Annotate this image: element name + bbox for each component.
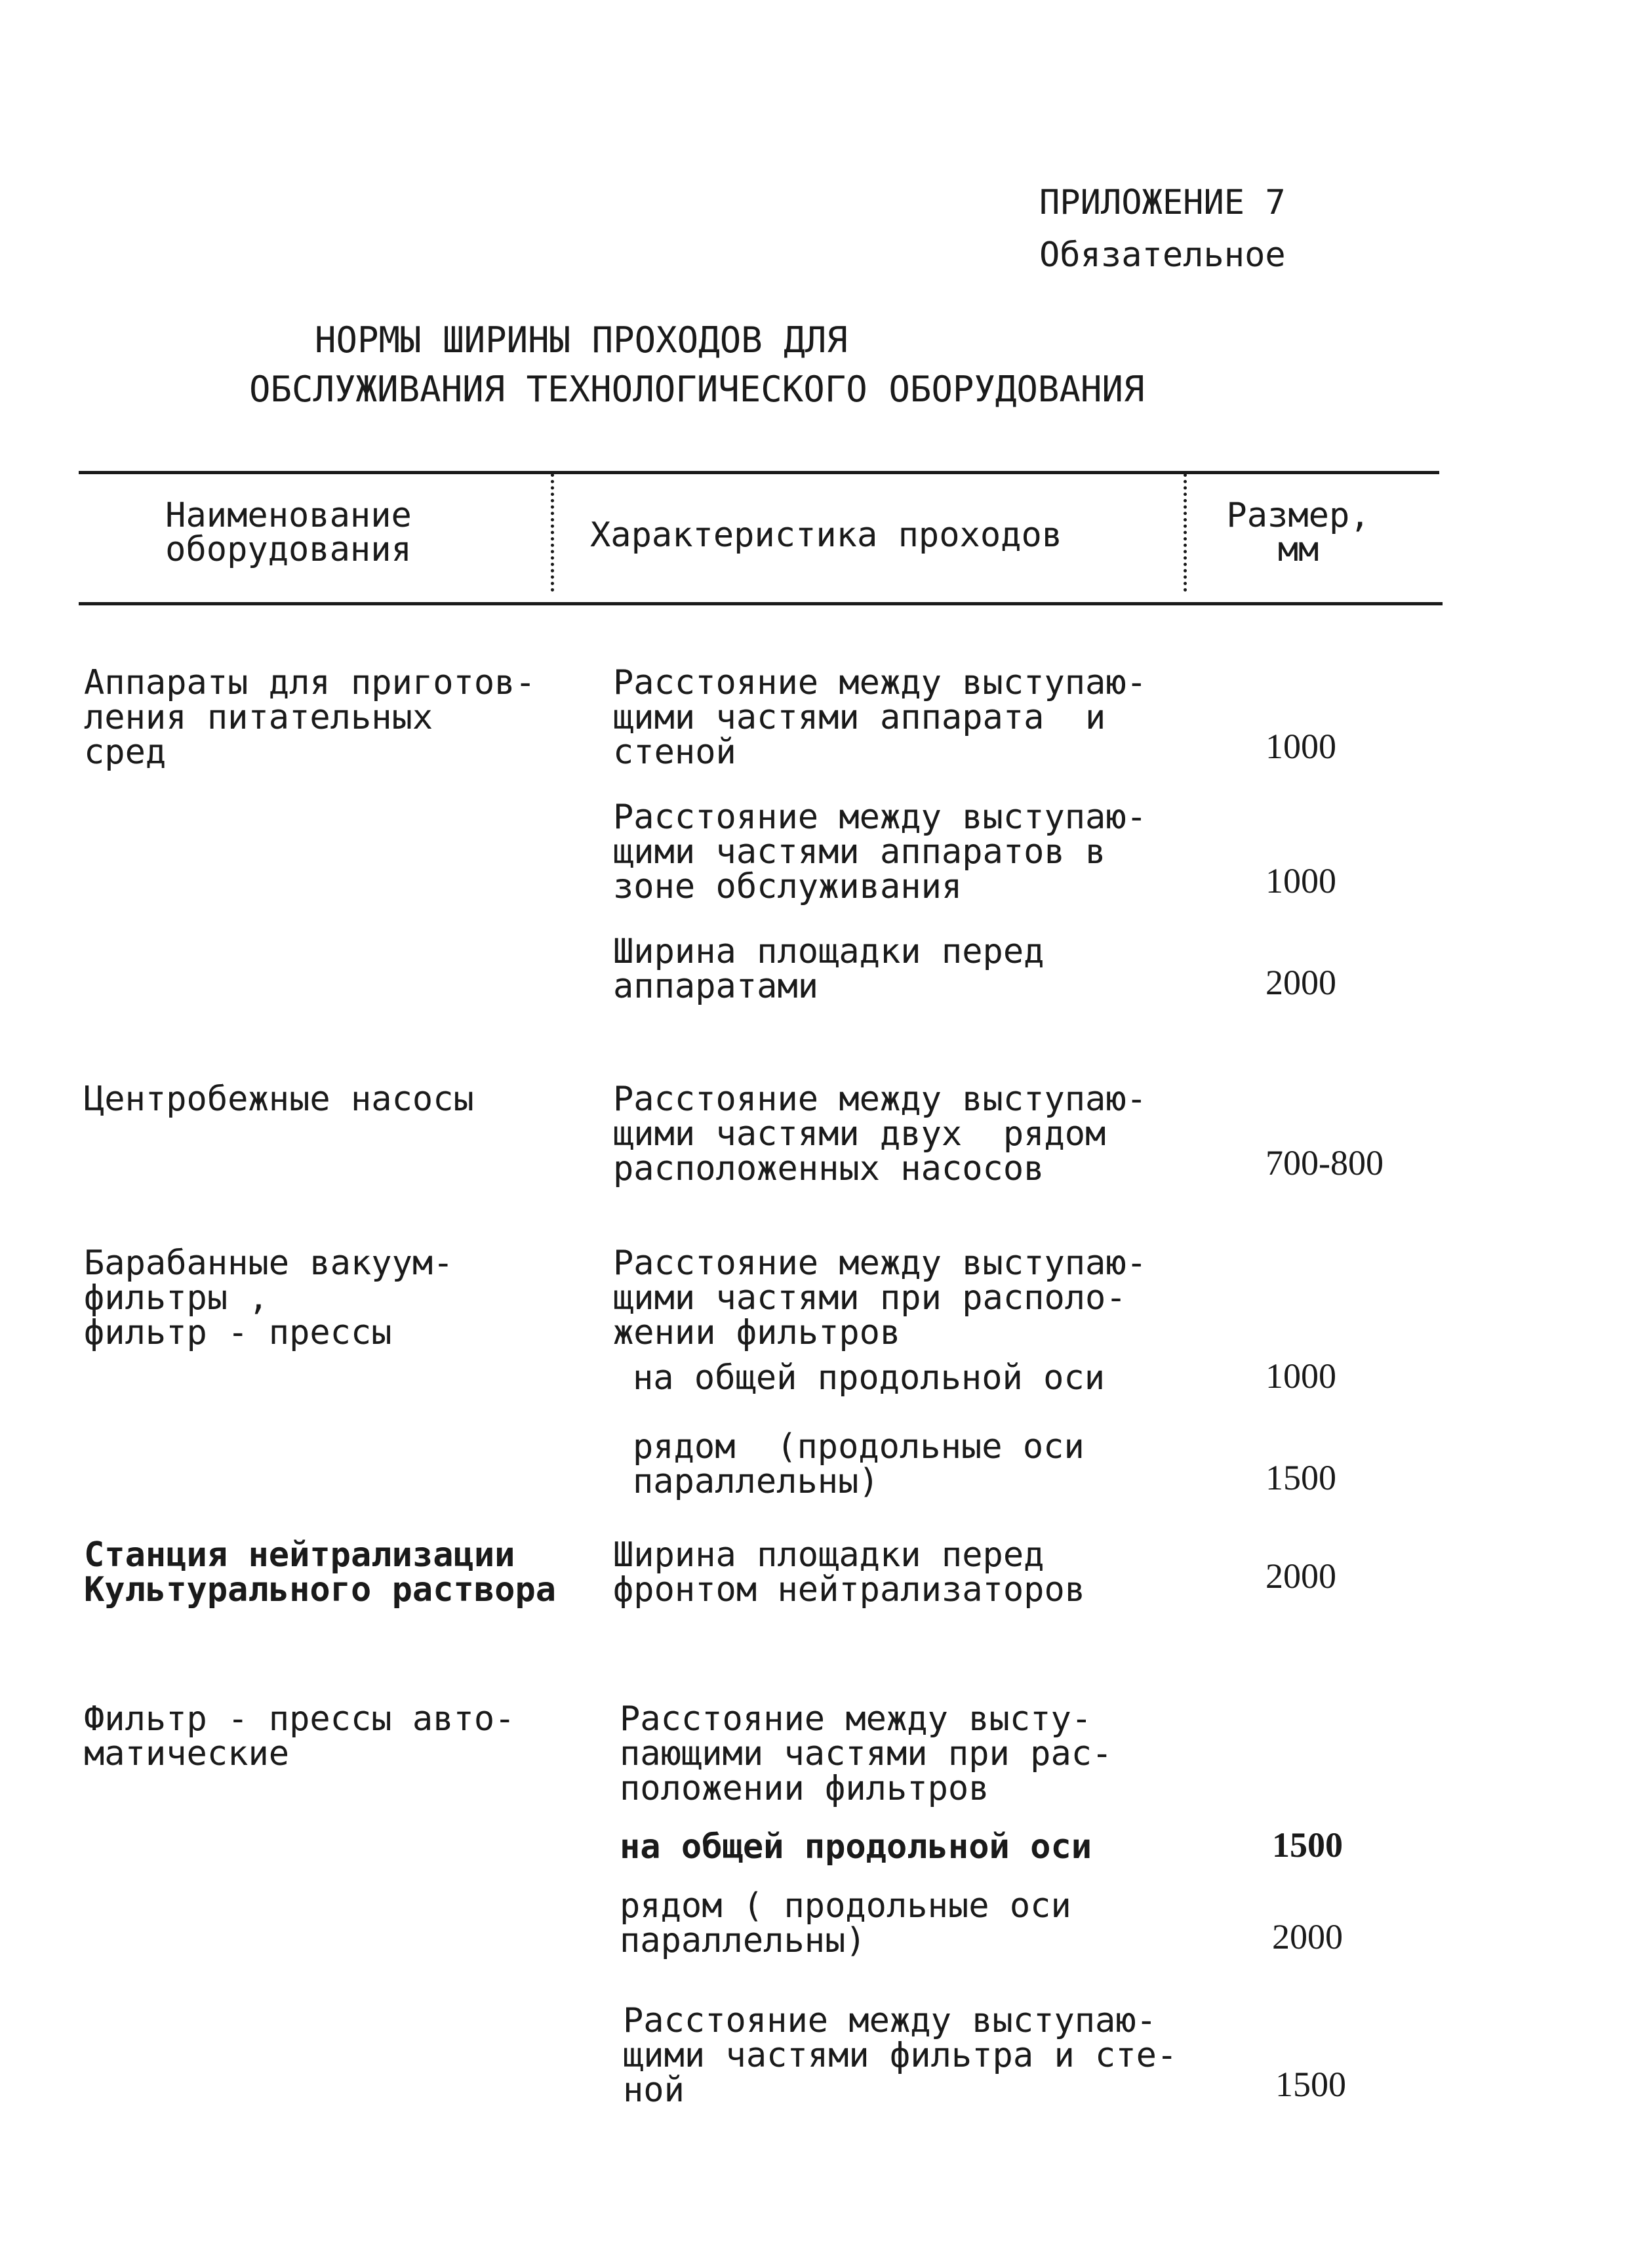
- header-equipment: Наименование оборудования: [165, 496, 412, 569]
- row-characteristic: Расстояние между выступаю- щими частями аппаратов в зоне обслуживания: [613, 798, 1147, 907]
- header-characteristic: Характеристика проходов: [590, 516, 1063, 555]
- row-characteristic: рядом ( продольные оси параллельны): [620, 1886, 1071, 1961]
- document-title-line-2: ОБСЛУЖИВАНИЯ ТЕХНОЛОГИЧЕСКОГО ОБОРУДОВАНИЯ: [249, 369, 1145, 410]
- row-size: 1500: [1272, 1825, 1343, 1865]
- row-equipment: Фильтр - прессы авто- матические: [84, 1699, 515, 1774]
- document-title-line-1: НОРМЫ ШИРИНЫ ПРОХОДОВ ДЛЯ: [315, 319, 848, 361]
- header-separator: [1184, 474, 1190, 592]
- row-size: 700-800: [1265, 1143, 1384, 1183]
- row-size: 2000: [1272, 1917, 1343, 1956]
- row-size: 1500: [1265, 1458, 1336, 1497]
- row-size: 1500: [1275, 2065, 1346, 2104]
- row-characteristic: Расстояние между выступаю- щими частями аппарата и стеной: [613, 663, 1147, 773]
- row-size: 2000: [1265, 963, 1336, 1002]
- header-separator: [551, 474, 557, 592]
- annex-status: Обязательное: [1039, 235, 1286, 275]
- row-characteristic: Расстояние между высту- пающими частями при рас- положении фильтров: [620, 1699, 1113, 1809]
- annex-label: ПРИЛОЖЕНИЕ 7: [1039, 183, 1286, 222]
- row-size: 1000: [1265, 861, 1336, 901]
- row-characteristic: Ширина площадки перед аппаратами: [613, 932, 1045, 1007]
- row-characteristic: на общей продольной оси: [620, 1827, 1092, 1867]
- row-equipment: Барабанные вакуум- фильтры , фильтр - прессы: [84, 1244, 454, 1353]
- header-size: Размер, мм: [1226, 496, 1370, 569]
- row-characteristic: рядом (продольные оси параллельны): [633, 1427, 1085, 1502]
- table-top-rule: [79, 471, 1439, 474]
- row-equipment: Станция нейтрализации Культурального раствора: [84, 1535, 557, 1610]
- row-size: 2000: [1265, 1556, 1336, 1596]
- row-size: 1000: [1265, 1356, 1336, 1396]
- row-characteristic: Расстояние между выступаю- щими частями при располо- жении фильтров: [613, 1244, 1147, 1353]
- row-characteristic: Ширина площадки перед фронтом нейтрализаторов: [613, 1535, 1086, 1610]
- row-characteristic: на общей продольной оси: [633, 1358, 1106, 1398]
- table-header-rule: [79, 602, 1443, 605]
- row-size: 1000: [1265, 727, 1336, 766]
- row-equipment: Аппараты для приготов- ления питательных сред: [84, 663, 536, 773]
- row-equipment: Центробежные насосы: [84, 1080, 474, 1119]
- row-characteristic: Расстояние между выступаю- щими частями фильтра и сте- ной: [623, 2001, 1178, 2111]
- row-characteristic: Расстояние между выступаю- щими частями двух рядом расположенных насосов: [613, 1080, 1147, 1189]
